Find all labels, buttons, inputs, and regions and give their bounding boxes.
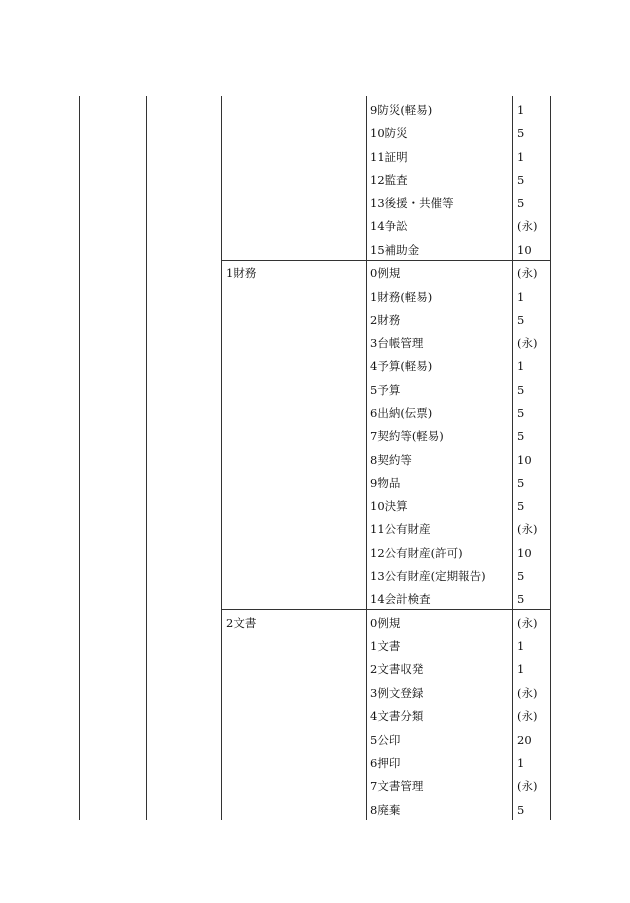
table-cell-item: 5予算: [370, 383, 401, 397]
table-cell-item: 7文書管理: [370, 779, 424, 793]
table-cell-item: 11証明: [370, 150, 408, 164]
table-cell-item: 15補助金: [370, 243, 420, 257]
table-cell-period: 1: [517, 662, 525, 676]
table-cell-period: 5: [517, 383, 525, 397]
table-cell-period: 1: [517, 639, 525, 653]
table-cell-item: 2文書収発: [370, 662, 424, 676]
table-cell-item: 7契約等(軽易): [370, 429, 444, 443]
table-cell-item: 1文書: [370, 639, 401, 653]
table-border-right: [550, 96, 551, 820]
table-border-left: [79, 96, 80, 820]
table-cell-period: 1: [517, 290, 525, 304]
table-cell-period: 5: [517, 803, 525, 817]
table-cell-item: 14会計検査: [370, 592, 431, 606]
table-cell-period: 1: [517, 359, 525, 373]
table-cell-item: 11公有財産: [370, 522, 431, 536]
table-cell-period: (永): [517, 219, 538, 233]
table-cell-period: (永): [517, 336, 538, 350]
table-cell-item: 5公印: [370, 733, 401, 747]
table-cell-item: 10決算: [370, 499, 408, 513]
table-cell-period: 10: [517, 546, 532, 560]
table-cell-period: 5: [517, 499, 525, 513]
table-cell-item: 3例文登録: [370, 686, 424, 700]
table-column-divider-2: [221, 96, 222, 820]
table-cell-period: 10: [517, 243, 532, 257]
table-cell-item: 12公有財産(許可): [370, 546, 463, 560]
table-column-divider-4: [512, 96, 513, 820]
table-cell-item: 0例規: [370, 616, 401, 630]
table-cell-period: (永): [517, 709, 538, 723]
table-cell-item: 3台帳管理: [370, 336, 424, 350]
table-cell-category: 2文書: [226, 616, 257, 630]
table-cell-period: 5: [517, 313, 525, 327]
table-cell-period: (永): [517, 779, 538, 793]
section-divider: [221, 609, 551, 610]
table-cell-period: (永): [517, 266, 538, 280]
table-cell-period: 5: [517, 196, 525, 210]
table-cell-item: 10防災: [370, 126, 408, 140]
table-cell-item: 14争訟: [370, 219, 408, 233]
section-divider: [221, 260, 551, 261]
table-cell-item: 4予算(軽易): [370, 359, 433, 373]
table-column-divider-1: [146, 96, 147, 820]
table-cell-period: 5: [517, 476, 525, 490]
table-cell-period: (永): [517, 616, 538, 630]
table-cell-item: 6出納(伝票): [370, 406, 433, 420]
table-cell-item: 6押印: [370, 756, 401, 770]
table-cell-period: (永): [517, 686, 538, 700]
table-cell-item: 13公有財産(定期報告): [370, 569, 486, 583]
table-column-divider-3: [366, 96, 367, 820]
table-cell-period: 5: [517, 173, 525, 187]
table-cell-item: 4文書分類: [370, 709, 424, 723]
table-cell-item: 8契約等: [370, 453, 412, 467]
table-cell-period: (永): [517, 522, 538, 536]
table-cell-item: 0例規: [370, 266, 401, 280]
table-cell-category: 1財務: [226, 266, 257, 280]
table-cell-period: 5: [517, 592, 525, 606]
table-cell-item: 2財務: [370, 313, 401, 327]
table-cell-period: 5: [517, 429, 525, 443]
table-cell-period: 10: [517, 453, 532, 467]
table-cell-item: 8廃棄: [370, 803, 401, 817]
table-cell-period: 5: [517, 569, 525, 583]
table-cell-period: 5: [517, 126, 525, 140]
table-cell-period: 20: [517, 733, 532, 747]
table-cell-item: 9物品: [370, 476, 401, 490]
table-cell-period: 5: [517, 406, 525, 420]
table-cell-item: 1財務(軽易): [370, 290, 433, 304]
table-cell-period: 1: [517, 756, 525, 770]
table-cell-item: 12監査: [370, 173, 408, 187]
table-cell-item: 9防災(軽易): [370, 103, 433, 117]
table-cell-period: 1: [517, 103, 525, 117]
table-cell-item: 13後援・共催等: [370, 196, 454, 210]
table-cell-period: 1: [517, 150, 525, 164]
